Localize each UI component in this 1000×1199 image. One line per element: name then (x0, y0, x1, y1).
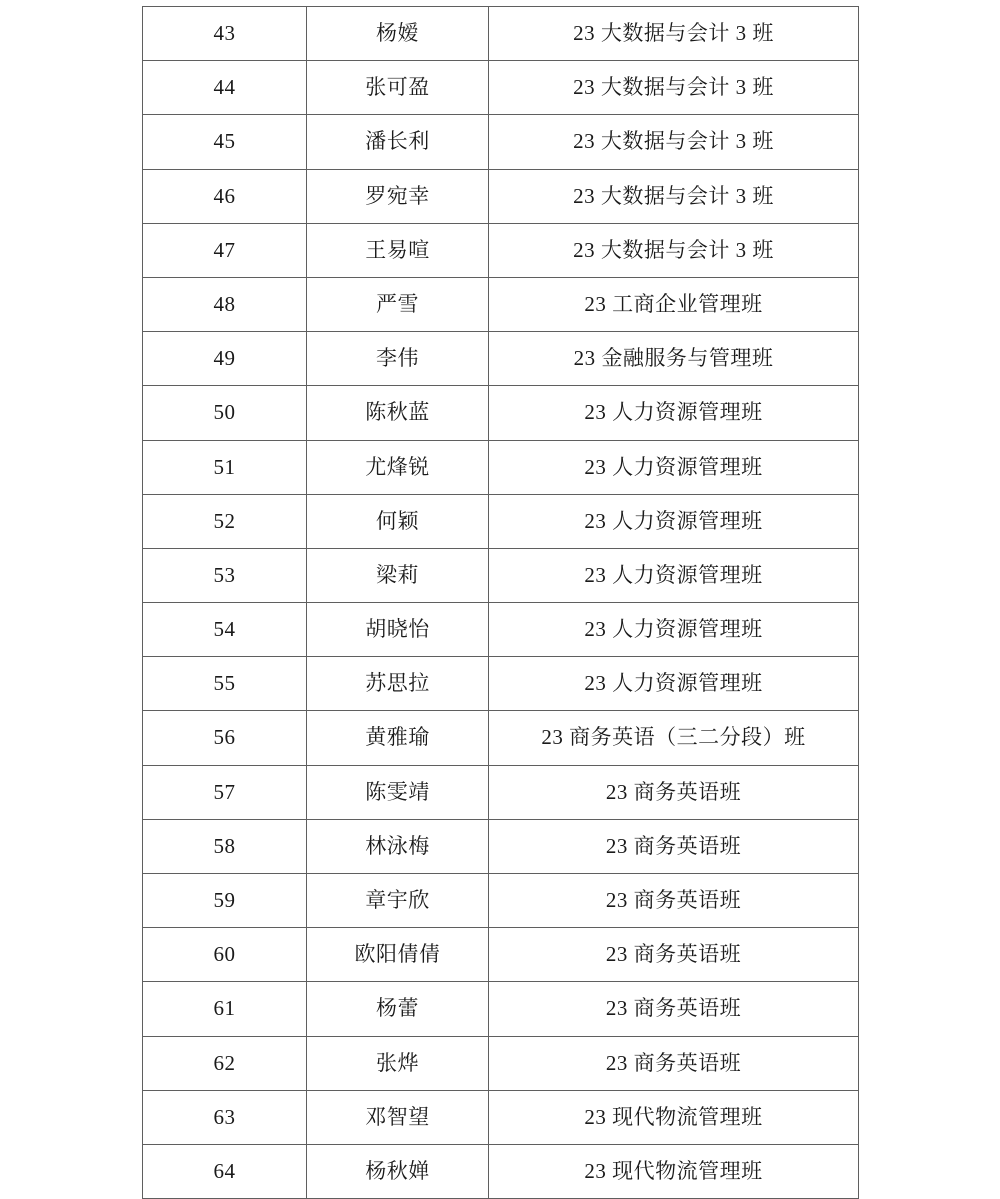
cell-name: 陈雯靖 (307, 765, 489, 819)
cell-class: 23 现代物流管理班 (489, 1144, 859, 1198)
cell-name: 黄雅瑜 (307, 711, 489, 765)
table-row (143, 61, 859, 115)
cell-class: 23 商务英语班 (489, 928, 859, 982)
cell-name: 杨秋婵 (307, 1144, 489, 1198)
cell-index: 51 (143, 440, 307, 494)
cell-class: 23 人力资源管理班 (489, 657, 859, 711)
cell-name: 杨嫒 (307, 7, 489, 61)
table-row (143, 1144, 859, 1198)
cell-index: 55 (143, 657, 307, 711)
table-row (143, 332, 859, 386)
cell-class: 23 人力资源管理班 (489, 603, 859, 657)
cell-name: 王易喧 (307, 223, 489, 277)
cell-index: 50 (143, 386, 307, 440)
cell-class: 23 人力资源管理班 (489, 386, 859, 440)
cell-class: 23 商务英语班 (489, 819, 859, 873)
cell-class: 23 商务英语（三二分段）班 (489, 711, 859, 765)
cell-class: 23 大数据与会计 3 班 (489, 61, 859, 115)
roster-table (142, 6, 859, 1199)
table-row (143, 169, 859, 223)
table-row (143, 1036, 859, 1090)
cell-name: 邓智望 (307, 1090, 489, 1144)
cell-class: 23 商务英语班 (489, 982, 859, 1036)
cell-name: 章宇欣 (307, 874, 489, 928)
cell-class: 23 人力资源管理班 (489, 494, 859, 548)
cell-class: 23 大数据与会计 3 班 (489, 169, 859, 223)
cell-name: 欧阳倩倩 (307, 928, 489, 982)
table-row (143, 548, 859, 602)
cell-index: 49 (143, 332, 307, 386)
cell-class: 23 金融服务与管理班 (489, 332, 859, 386)
cell-class: 23 工商企业管理班 (489, 277, 859, 331)
table-row (143, 7, 859, 61)
cell-class: 23 大数据与会计 3 班 (489, 115, 859, 169)
cell-class: 23 商务英语班 (489, 874, 859, 928)
cell-index: 47 (143, 223, 307, 277)
cell-name: 罗宛幸 (307, 169, 489, 223)
cell-name: 李伟 (307, 332, 489, 386)
cell-class: 23 商务英语班 (489, 1036, 859, 1090)
cell-index: 52 (143, 494, 307, 548)
table-row (143, 711, 859, 765)
cell-index: 61 (143, 982, 307, 1036)
table-row (143, 440, 859, 494)
table-row (143, 386, 859, 440)
table-row (143, 223, 859, 277)
cell-class: 23 现代物流管理班 (489, 1090, 859, 1144)
table-row (143, 494, 859, 548)
cell-index: 64 (143, 1144, 307, 1198)
cell-index: 56 (143, 711, 307, 765)
cell-class: 23 商务英语班 (489, 765, 859, 819)
cell-index: 53 (143, 548, 307, 602)
cell-name: 林泳梅 (307, 819, 489, 873)
table-row (143, 603, 859, 657)
cell-index: 60 (143, 928, 307, 982)
cell-class: 23 大数据与会计 3 班 (489, 7, 859, 61)
cell-class: 23 人力资源管理班 (489, 440, 859, 494)
cell-index: 48 (143, 277, 307, 331)
cell-name: 严雪 (307, 277, 489, 331)
cell-name: 尤烽锐 (307, 440, 489, 494)
cell-name: 陈秋蓝 (307, 386, 489, 440)
roster-table-container (142, 6, 858, 1199)
cell-name: 杨蕾 (307, 982, 489, 1036)
table-row (143, 765, 859, 819)
cell-name: 张可盈 (307, 61, 489, 115)
cell-name: 胡晓怡 (307, 603, 489, 657)
table-row (143, 819, 859, 873)
cell-index: 43 (143, 7, 307, 61)
cell-index: 62 (143, 1036, 307, 1090)
table-row (143, 115, 859, 169)
table-row (143, 277, 859, 331)
cell-class: 23 人力资源管理班 (489, 548, 859, 602)
cell-index: 46 (143, 169, 307, 223)
cell-name: 苏思拉 (307, 657, 489, 711)
table-row (143, 982, 859, 1036)
cell-class: 23 大数据与会计 3 班 (489, 223, 859, 277)
roster-table-body (143, 7, 859, 1199)
cell-index: 59 (143, 874, 307, 928)
cell-index: 57 (143, 765, 307, 819)
table-row (143, 657, 859, 711)
cell-index: 45 (143, 115, 307, 169)
cell-index: 58 (143, 819, 307, 873)
cell-index: 63 (143, 1090, 307, 1144)
cell-name: 梁莉 (307, 548, 489, 602)
table-row (143, 1090, 859, 1144)
cell-name: 何颖 (307, 494, 489, 548)
cell-index: 44 (143, 61, 307, 115)
cell-name: 张烨 (307, 1036, 489, 1090)
table-row (143, 928, 859, 982)
table-row (143, 874, 859, 928)
cell-index: 54 (143, 603, 307, 657)
cell-name: 潘长利 (307, 115, 489, 169)
